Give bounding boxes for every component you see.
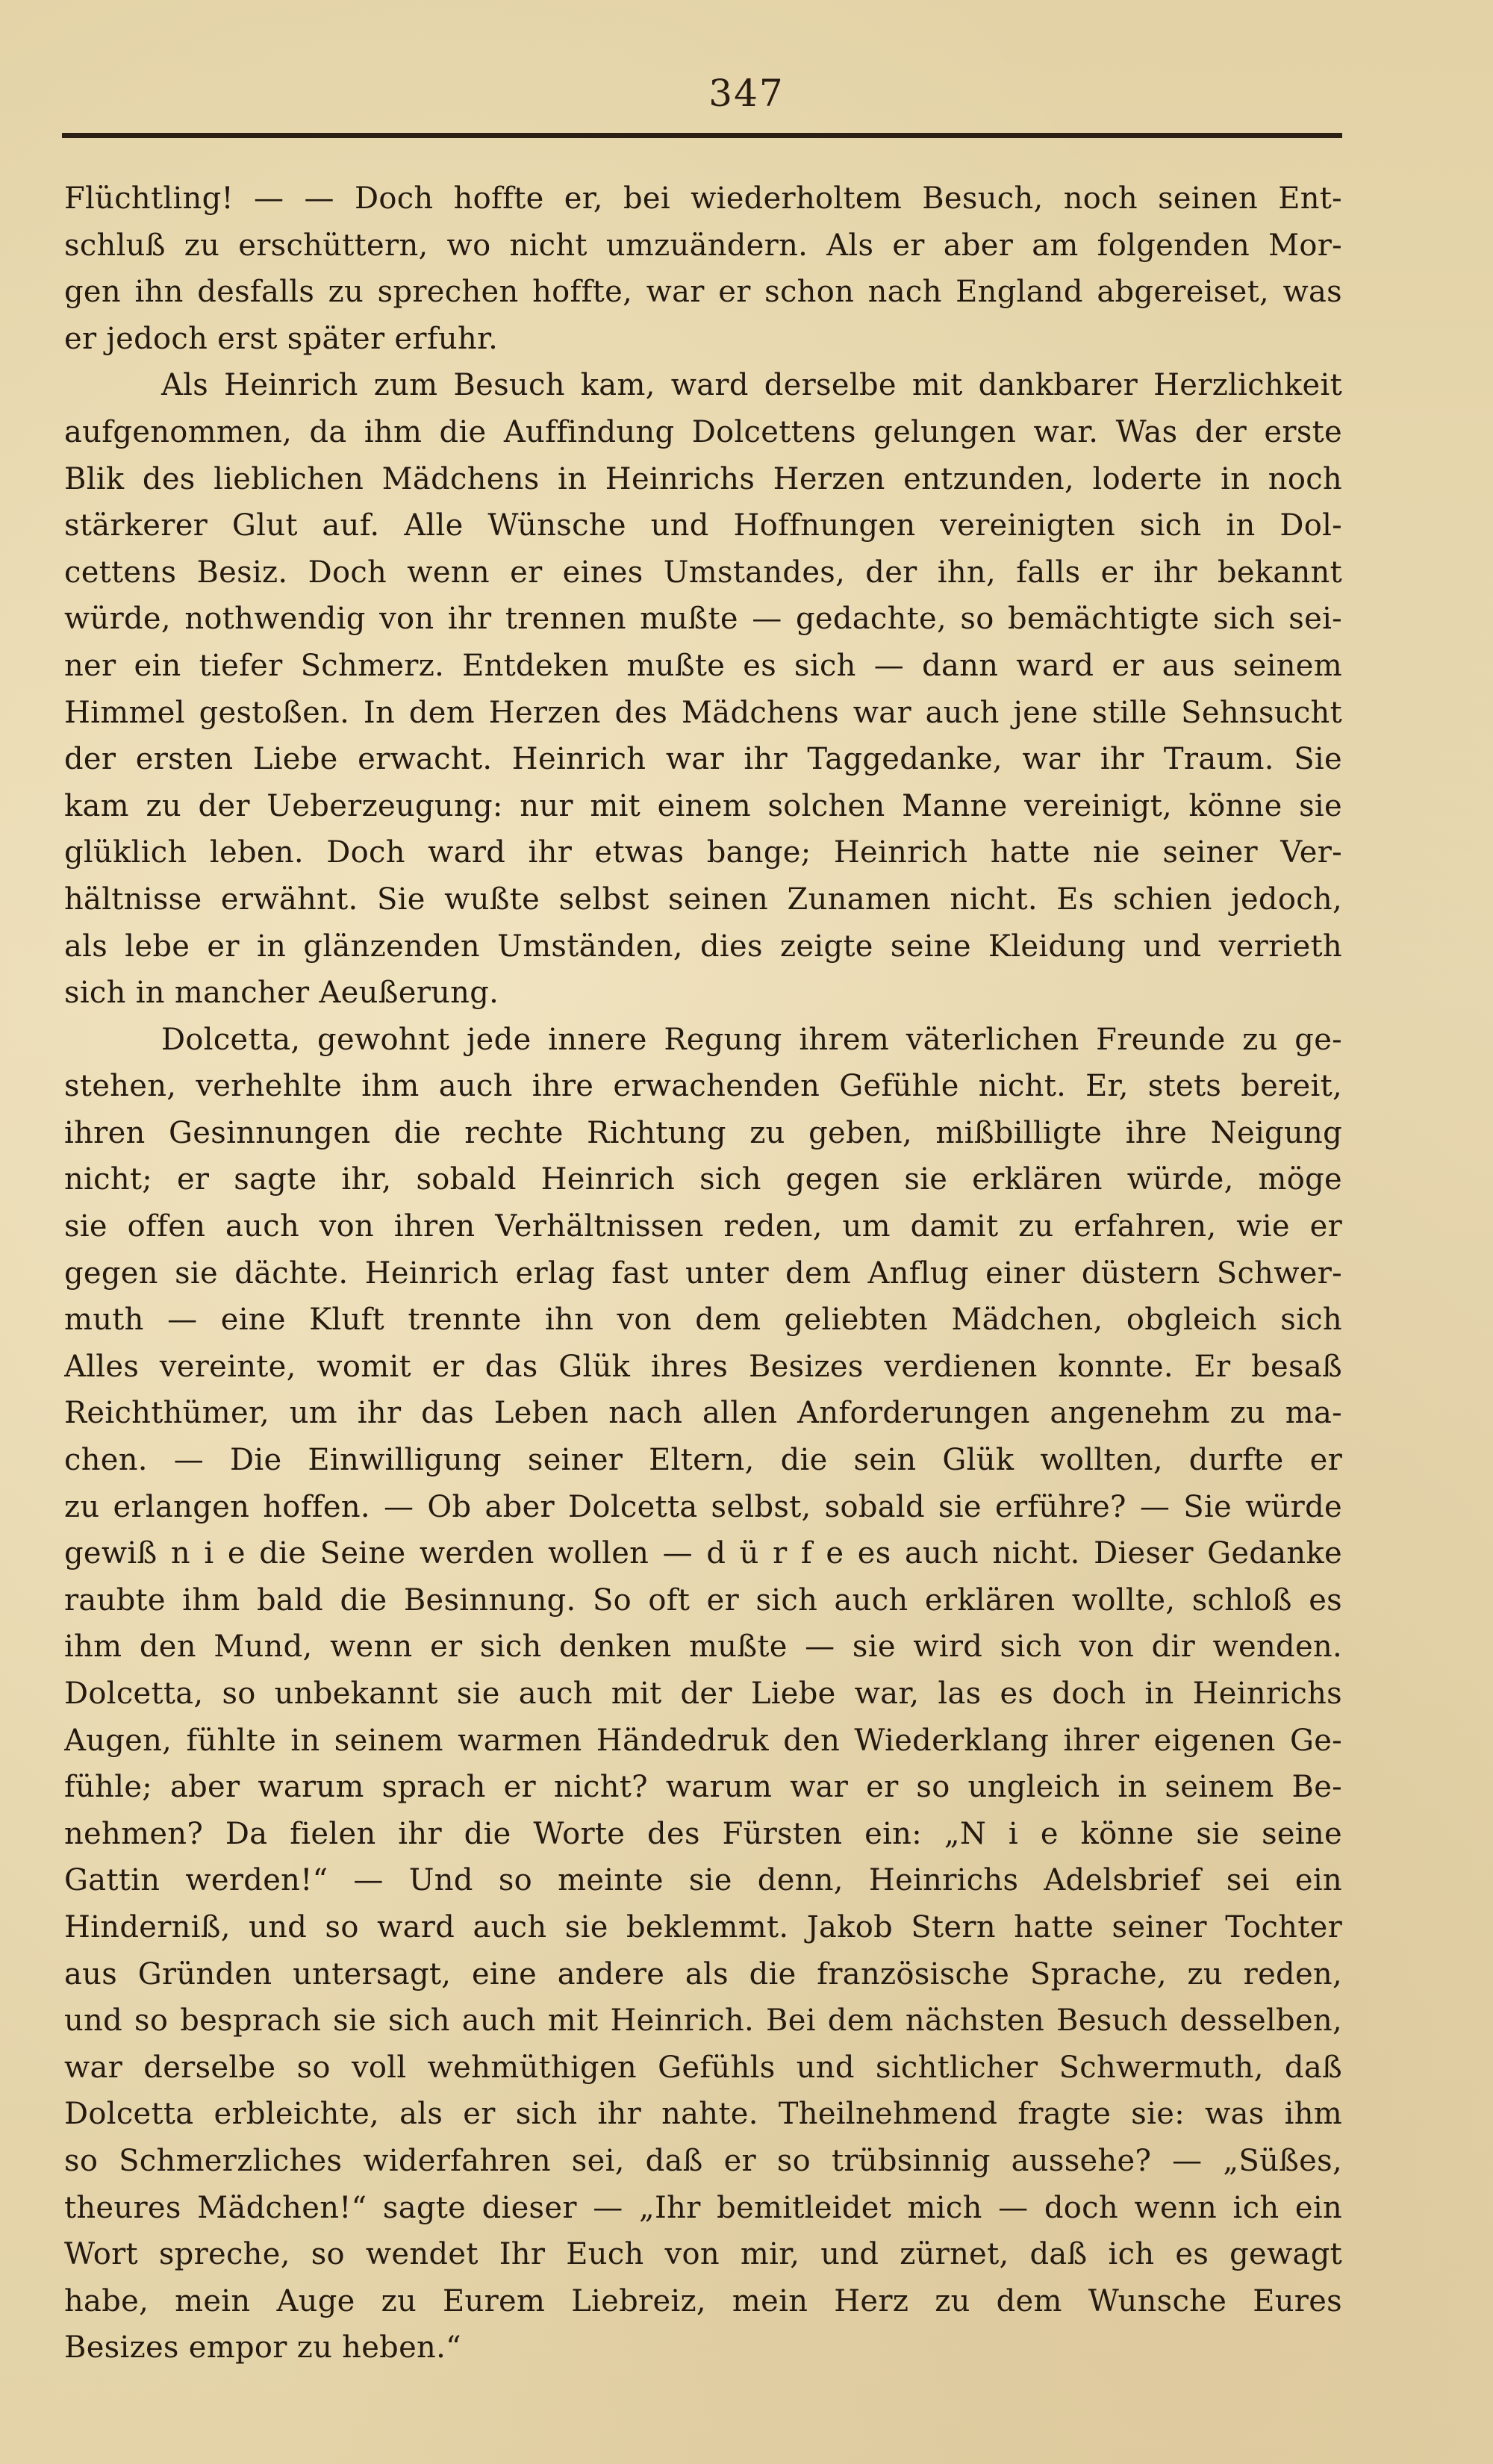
text-line: ner ein tiefer Schmerz. Entdeken mußte es sich — dann ward er aus seinem (64, 648, 1342, 683)
text-line: er jedoch erst später erfuhr. (64, 321, 499, 356)
text-line: fühle; aber warum sprach er nicht? warum war er so ungleich in seinem Be- (64, 1770, 1342, 1805)
text-line: nehmen? Da fielen ihr die Worte des Fürsten ein: „N i e könne sie seine (64, 1816, 1342, 1851)
text-line: raubte ihm bald die Besinnung. So oft er sich auch erklären wollte, schloß es (64, 1582, 1342, 1618)
text-line: Dolcetta, so unbekannt sie auch mit der Liebe war, las es doch in Heinrichs (64, 1677, 1342, 1711)
text-line: ihren Gesinnungen die rechte Richtung zu geben, mißbilligte ihre Neigung (64, 1115, 1342, 1150)
header-rule (62, 133, 1342, 138)
text-line: der ersten Liebe erwacht. Heinrich war ihr Taggedanke, war ihr Traum. Sie (64, 742, 1342, 777)
text-line: schluß zu erschüttern, wo nicht umzuändern. Als er aber am folgenden Mor- (64, 228, 1342, 263)
text-line: würde, nothwendig von ihr trennen mußte — gedachte, so bemächtigte sich sei- (64, 602, 1342, 637)
text-line: Reichthümer, um ihr das Leben nach allen Anforderungen angenehm zu ma- (64, 1396, 1342, 1431)
text-line: chen. — Die Einwilligung seiner Eltern, die sein Glük wollten, durfte er (64, 1443, 1342, 1478)
body-text (64, 175, 1342, 2371)
text-line: war derselbe so voll wehmüthigen Gefühls und sichtlicher Schwermuth, daß (64, 2050, 1342, 2085)
text-line: als lebe er in glänzenden Umständen, dies zeigte seine Kleidung und verrieth (64, 929, 1342, 964)
text-line: gen ihn desfalls zu sprechen hoffte, war er schon nach England abgereiset, was (64, 275, 1342, 310)
text-line: sich in mancher Aeußerung. (64, 976, 499, 1011)
text-line: Wort spreche, so wendet Ihr Euch von mir, und zürnet, daß ich es gewagt (64, 2237, 1342, 2272)
text-line: so Schmerzliches widerfahren sei, daß er so trübsinnig aussehe? — „Süßes, (64, 2143, 1342, 2178)
text-line: Gattin werden!“ — Und so meinte sie denn, Heinrichs Adelsbrief sei ein (64, 1863, 1342, 1898)
text-line: Besizes empor zu heben.“ (64, 2330, 461, 2365)
text-line: Dolcetta, gewohnt jede innere Regung ihrem väterlichen Freunde zu ge- (161, 1022, 1342, 1057)
page-number: 347 (708, 72, 785, 115)
text-line: cettens Besiz. Doch wenn er eines Umstandes, der ihn, falls er ihr bekannt (64, 555, 1342, 590)
text-line: stehen, verhehlte ihm auch ihre erwachenden Gefühle nicht. Er, stets bereit, (64, 1069, 1342, 1104)
text-line: glüklich leben. Doch ward ihr etwas bange; Heinrich hatte nie seiner Ver- (64, 835, 1342, 870)
text-line: stärkerer Glut auf. Alle Wünsche und Hoffnungen vereinigten sich in Dol- (64, 508, 1342, 543)
text-line: Als Heinrich zum Besuch kam, ward derselbe mit dankbarer Herzlichkeit (161, 368, 1342, 403)
text-line: nicht; er sagte ihr, sobald Heinrich sich gegen sie erklären würde, möge (64, 1162, 1342, 1197)
text-line: hältnisse erwähnt. Sie wußte selbst seinen Zunamen nicht. Es schien jedoch, (64, 882, 1342, 917)
text-line: Flüchtling! — — Doch hoffte er, bei wiederholtem Besuch, noch seinen Ent- (64, 181, 1342, 216)
text-line: und so besprach sie sich auch mit Heinrich. Bei dem nächsten Besuch desselben, (64, 2003, 1342, 2039)
text-line: Himmel gestoßen. In dem Herzen des Mädchens war auch jene stille Sehnsucht (64, 695, 1342, 730)
text-line: Alles vereinte, womit er das Glük ihres Besizes verdienen konnte. Er besaß (64, 1349, 1342, 1384)
text-line: habe, mein Auge zu Eurem Liebreiz, mein Herz zu dem Wunsche Eures (64, 2283, 1342, 2318)
text-line: aus Gründen untersagt, eine andere als die französische Sprache, zu reden, (64, 1956, 1342, 1992)
text-line: kam zu der Ueberzeugung: nur mit einem solchen Manne vereinigt, könne sie (64, 788, 1342, 823)
text-line: muth — eine Kluft trennte ihn von dem geliebten Mädchen, obgleich sich (64, 1303, 1342, 1338)
text-line: aufgenommen, da ihm die Auffindung Dolcettens gelungen war. Was der erste (64, 414, 1342, 449)
text-line: zu erlangen hoffen. — Ob aber Dolcetta selbst, sobald sie erführe? — Sie würde (64, 1489, 1342, 1524)
text-line: sie offen auch von ihren Verhältnissen reden, um damit zu erfahren, wie er (64, 1209, 1342, 1244)
text-line: gewiß n i e die Seine werden wollen — d ü r f e es auch nicht. Dieser Gedanke (64, 1536, 1342, 1571)
text-line: Blik des lieblichen Mädchens in Heinrichs Herzen entzunden, loderte in noch (64, 461, 1342, 496)
text-line: Augen, fühlte in seinem warmen Händedruk den Wiederklang ihrer eigenen Ge- (64, 1723, 1342, 1758)
text-line: theures Mädchen!“ sagte dieser — „Ihr bemitleidet mich — doch wenn ich ein (64, 2190, 1342, 2225)
text-line: Dolcetta erbleichte, als er sich ihr nahte. Theilnehmend fragte sie: was ihm (64, 2097, 1342, 2132)
text-line: ihm den Mund, wenn er sich denken mußte — sie wird sich von dir wenden. (64, 1629, 1342, 1665)
text-line: Hinderniß, und so ward auch sie beklemmt. Jakob Stern hatte seiner Tochter (64, 1909, 1342, 1944)
text-line: gegen sie dächte. Heinrich erlag fast unter dem Anflug einer düstern Schwer- (64, 1256, 1342, 1291)
